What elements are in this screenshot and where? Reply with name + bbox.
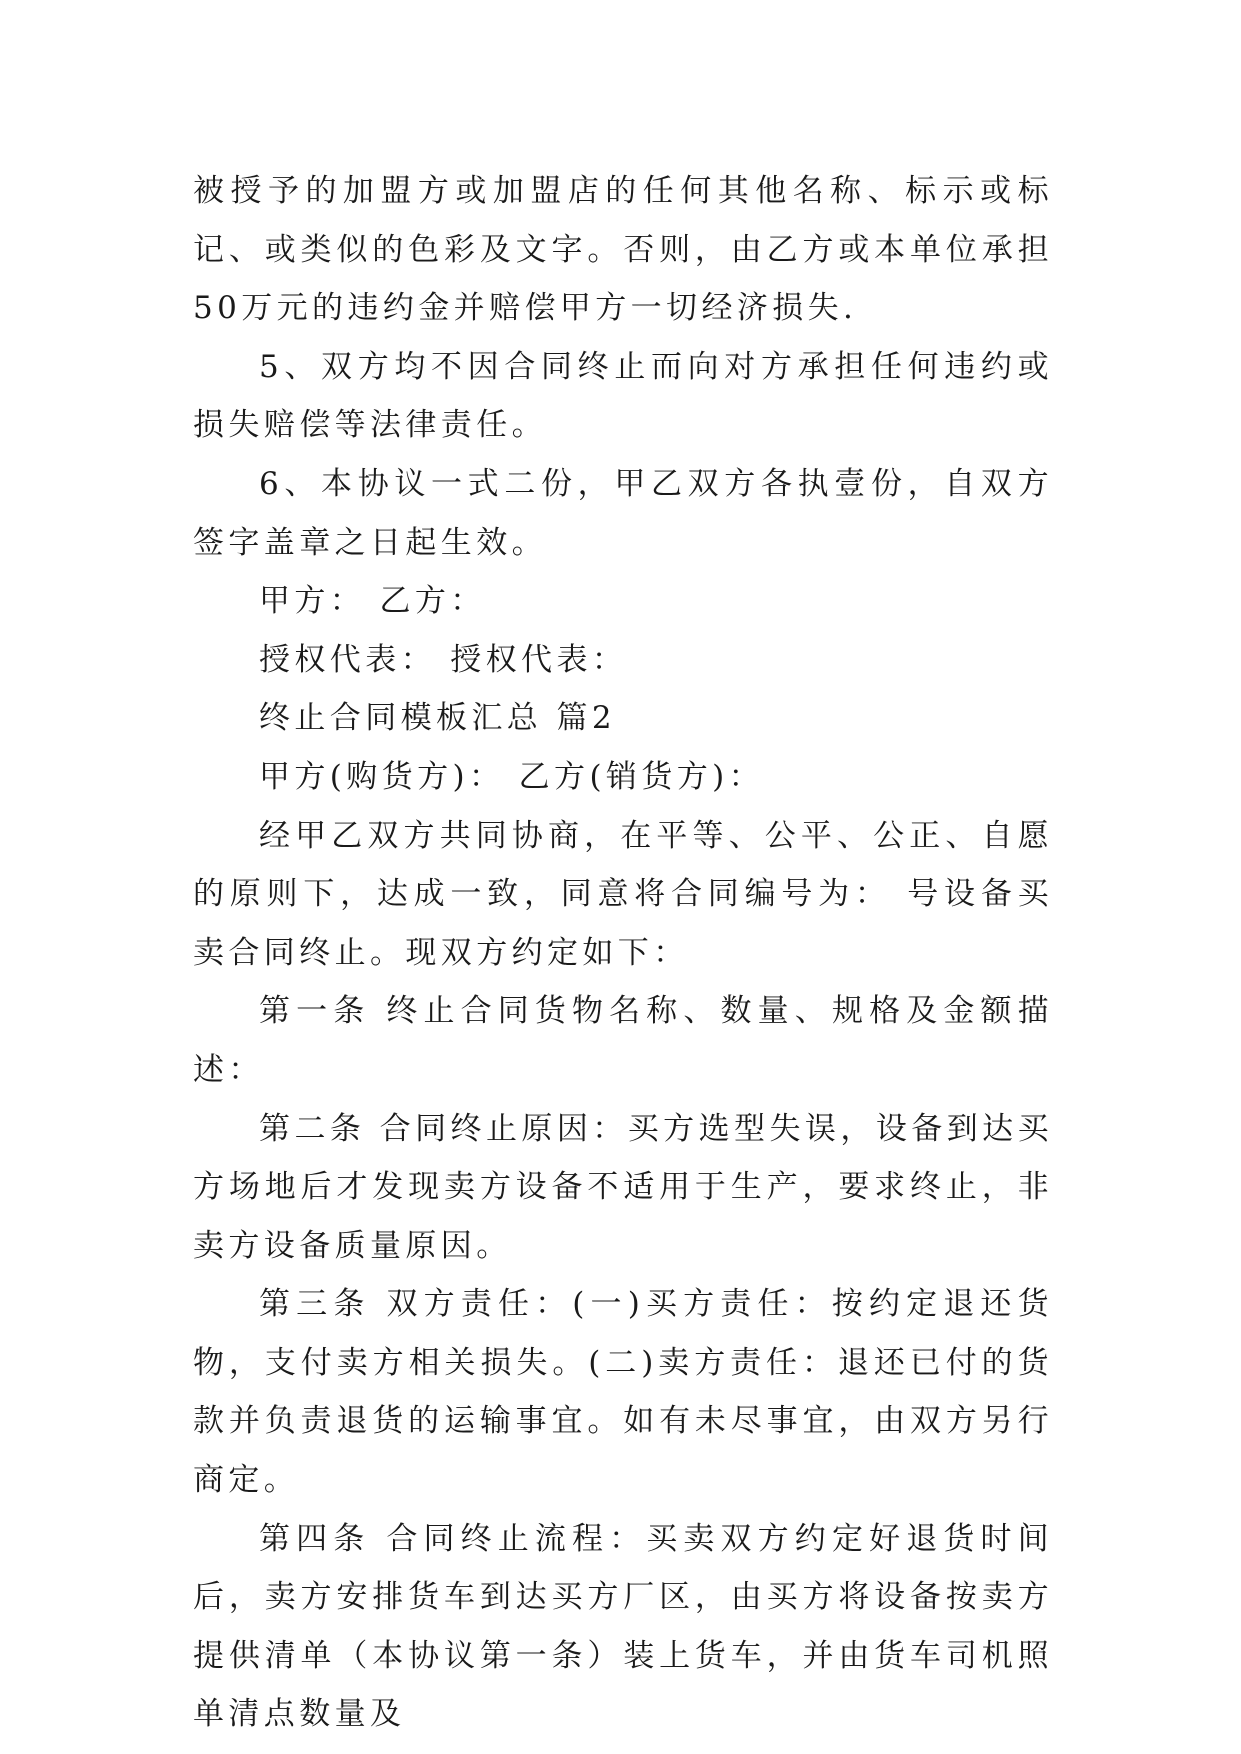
article-2: 第二条 合同终止原因：买方选型失误，设备到达买方场地后才发现卖方设备不适用于生产，要求终止，非卖方设备质量原因。: [193, 1110, 1053, 1264]
signature-parties-line: 甲方： 乙方：: [259, 583, 486, 620]
paragraph-clause-6: 6、本协议一式二份，甲乙双方各执壹份，自双方签字盖章之日起生效。: [193, 465, 1053, 561]
paragraph-continuation: 被授予的加盟方或加盟店的任何其他名称、标示或标记、或类似的色彩及文字。否则，由乙方或本单位承担50万元的违约金并赔偿甲方一切经济损失.: [193, 173, 1053, 327]
article-1: 第一条 终止合同货物名称、数量、规格及金额描述：: [193, 993, 1053, 1088]
article-3: 第三条 双方责任：(一)买方责任：按约定退还货物，支付卖方相关损失。(二)卖方责任：退还已付的货款并负责退货的运输事宜。如有未尽事宜，由双方另行商定。: [193, 1286, 1053, 1499]
parties-buyer-seller-line: 甲方(购货方)： 乙方(销货方)：: [259, 758, 765, 795]
paragraph-clause-5: 5、双方均不因合同终止而向对方承担任何违约或损失赔偿等法律责任。: [193, 348, 1053, 444]
paragraph-agreement-intro: 经甲乙双方共同协商，在平等、公平、公正、自愿的原则下，达成一致，同意将合同编号为： 号设备买卖合同终止。现双方约定如下：: [193, 817, 1053, 971]
section-title-part-2: 终止合同模板汇总 篇2: [259, 700, 616, 737]
signature-representatives-line: 授权代表： 授权代表：: [259, 641, 628, 678]
article-4: 第四条 合同终止流程：买卖双方约定好退货时间后，卖方安排货车到达买方厂区，由买方将设备按卖方提供清单（本协议第一条）装上货车，并由货车司机照单清点数量及: [193, 1520, 1053, 1733]
document-body: [193, 162, 1053, 1744]
